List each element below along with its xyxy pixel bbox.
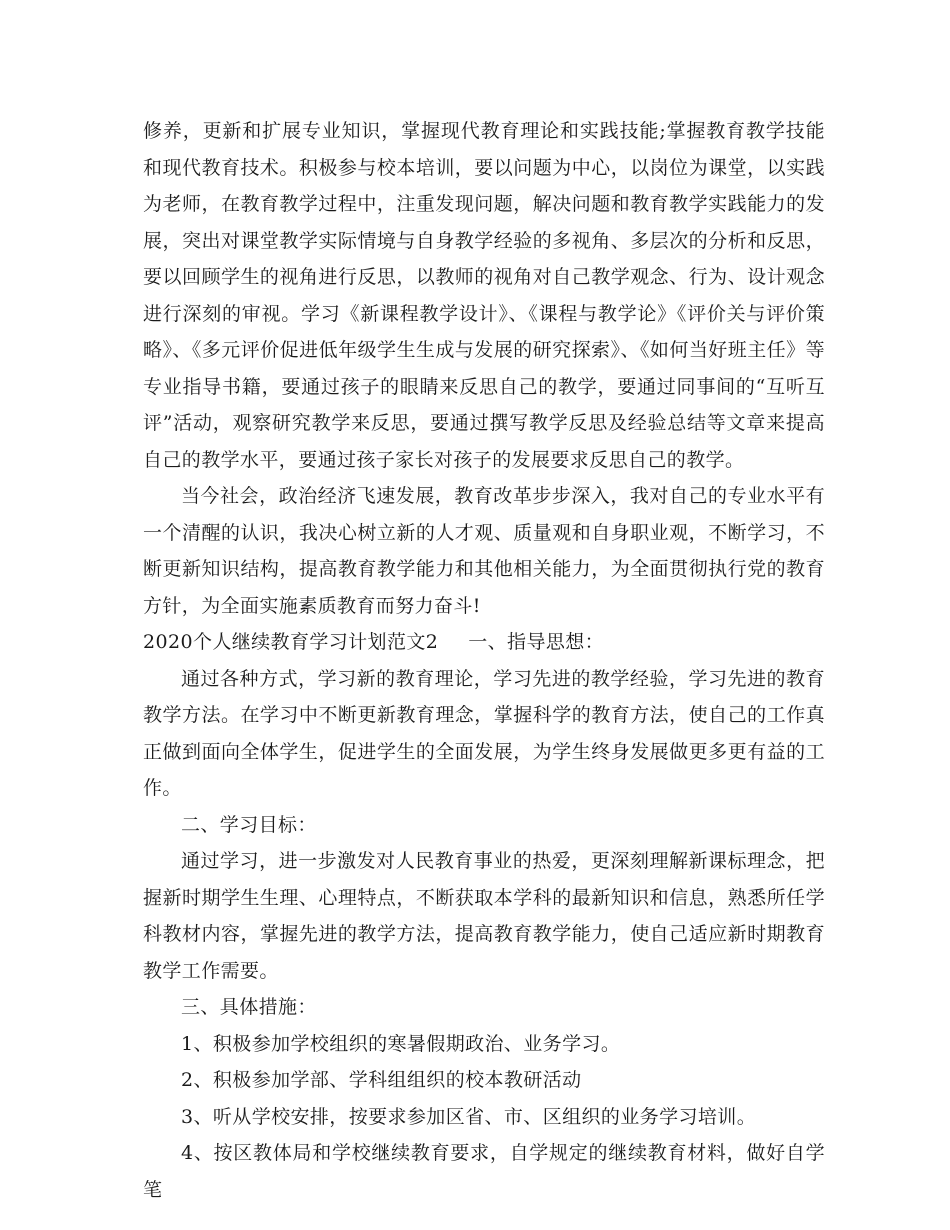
list-item-measure-2: 2、积极参加学部、学科组组织的校本教研活动: [181, 1069, 582, 1091]
list-item-measure-1: 1、积极参加学校组织的寒暑假期政治、业务学习。: [181, 1032, 621, 1055]
section-heading-measures: 三、具体措施：: [181, 996, 317, 1018]
paragraph-continuation: 修养，更新和扩展专业知识，掌握现代教育理论和实践技能;掌握教育教学技能和现代教育技术。积极参与校本培训，要以问题为中心，以岗位为课堂，以实践为老师，在教育教学过程中，注重发现问题，解决问题和教育教学实践能力的发展，突出对课堂教学实际情境与自身教学经验的多视角、多层次的分析和反思，要以回顾学生的视角进行反思，以教师的视角对自己教学观念、行为、设计观念进行深刻的审视。学习《新课程教学设计》、《课程与教学论》《评价关与评价策略》、《多元评价促进低年级学生生成与发展的研究探索》、《如何当好班主任》等专业指导书籍，要通过孩子的眼睛来反思自己的教学，要通过同事间的“互听互评”活动，观察研究教学来反思，要通过撰写教学反思及经验总结等文章来提高自己的教学水平，要通过孩子家长对孩子的发展要求反思自己的教学。: [143, 120, 825, 471]
article-title-line: [143, 624, 825, 661]
section-heading-learning-goals: 二、学习目标：: [181, 813, 317, 836]
paragraph-learning-goals: 通过学习，进一步激发对人民教育事业的热爱，更深刻理解新课标理念，把握新时期学生生理、心理特点，不断获取本学科的最新知识和信息，熟悉所任学科教材内容，掌握先进的教学方法，提高教育教学能力，使自己适应新时期教育教学工作需要。: [143, 850, 825, 982]
list-item-measure-4: 4、按区教体局和学校继续教育要求，自学规定的继续教育材料，做好自学笔: [143, 1142, 825, 1201]
document-body: [143, 113, 825, 1208]
paragraph-guiding-ideology: 通过各种方式，学习新的教育理论，学习先进的教学经验，学习先进的教育教学方法。在学习中不断更新教育理念，掌握科学的教育方法，使自己的工作真正做到面向全体学生，促进学生的全面发展，为学生终身发展做更多更有益的工作。: [143, 667, 825, 799]
list-item-measure-3: 3、听从学校安排，按要求参加区省、市、区组织的业务学习培训。: [181, 1105, 757, 1128]
section-heading-guiding-ideology: 一、指导思想：: [468, 631, 605, 653]
article-title: 2020个人继续教育学习计划范文2: [143, 631, 439, 653]
paragraph-conclusion: 当今社会，政治经济飞速发展，教育改革步步深入，我对自己的专业水平有一个清醒的认识，我决心树立新的人才观、质量观和自身职业观，不断学习，不断更新知识结构，提高教育教学能力和其他相关能力，为全面贯彻执行党的教育方针，为全面实施素质教育而努力奋斗!: [143, 485, 825, 617]
